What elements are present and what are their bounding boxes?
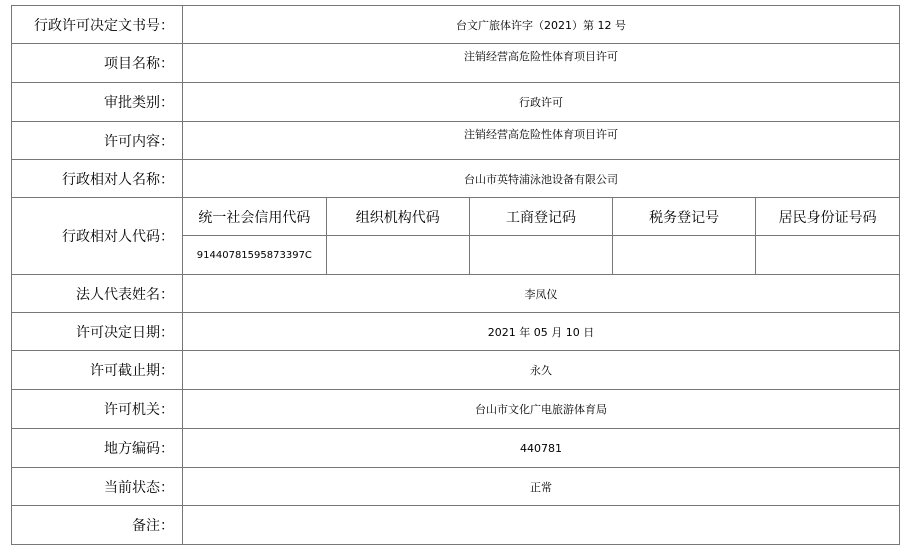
project-value: 注销经营高危险性体育项目许可 [183,44,900,83]
row-project [12,44,900,83]
legal-rep-value: 李凤仪 [183,275,900,313]
code-value [469,236,612,275]
area-code-label: 地方编码： [12,429,183,468]
party-code-header-row [183,198,899,236]
content-label: 许可内容： [12,122,183,160]
doc-no-label: 行政许可决定文书号： [12,6,183,44]
code-value [613,236,756,275]
row-party-code [12,198,900,275]
code-header: 工商登记码 [469,198,612,236]
row-status [12,468,900,506]
code-header: 组织机构代码 [326,198,469,236]
status-value: 正常 [183,468,900,506]
authority-value: 台山市文化广电旅游体育局 [183,390,900,429]
project-label: 项目名称： [12,44,183,83]
row-remarks [12,506,900,545]
content-value: 注销经营高危险性体育项目许可 [183,122,900,160]
expiry-label: 许可截止期： [12,351,183,390]
area-code-value: 440781 [183,429,900,468]
row-category [12,83,900,122]
party-code-label: 行政相对人代码： [12,198,183,275]
row-authority [12,390,900,429]
remarks-value [183,506,900,545]
row-party-name [12,160,900,198]
row-content [12,122,900,160]
code-value: 91440781595873397C [183,236,326,275]
expiry-value: 永久 [183,351,900,390]
code-header: 统一社会信用代码 [183,198,326,236]
code-value [756,236,899,275]
authority-label: 许可机关： [12,390,183,429]
row-expiry [12,351,900,390]
party-name-label: 行政相对人名称： [12,160,183,198]
row-decision-date [12,313,900,351]
permit-info-table [11,5,900,545]
party-code-cell [183,198,900,275]
row-area-code [12,429,900,468]
decision-date-value: 2021 年 05 月 10 日 [183,313,900,351]
legal-rep-label: 法人代表姓名： [12,275,183,313]
row-legal-rep [12,275,900,313]
party-name-value: 台山市英特浦泳池设备有限公司 [183,160,900,198]
category-label: 审批类别： [12,83,183,122]
decision-date-label: 许可决定日期： [12,313,183,351]
row-doc-no [12,6,900,44]
category-value: 行政许可 [183,83,900,122]
doc-no-value: 台文广旅体许字（2021）第 12 号 [183,6,900,44]
code-value [326,236,469,275]
code-header: 居民身份证号码 [756,198,899,236]
code-header: 税务登记号 [613,198,756,236]
party-code-value-row [183,236,899,275]
remarks-label: 备注： [12,506,183,545]
party-code-table [183,198,899,274]
status-label: 当前状态： [12,468,183,506]
